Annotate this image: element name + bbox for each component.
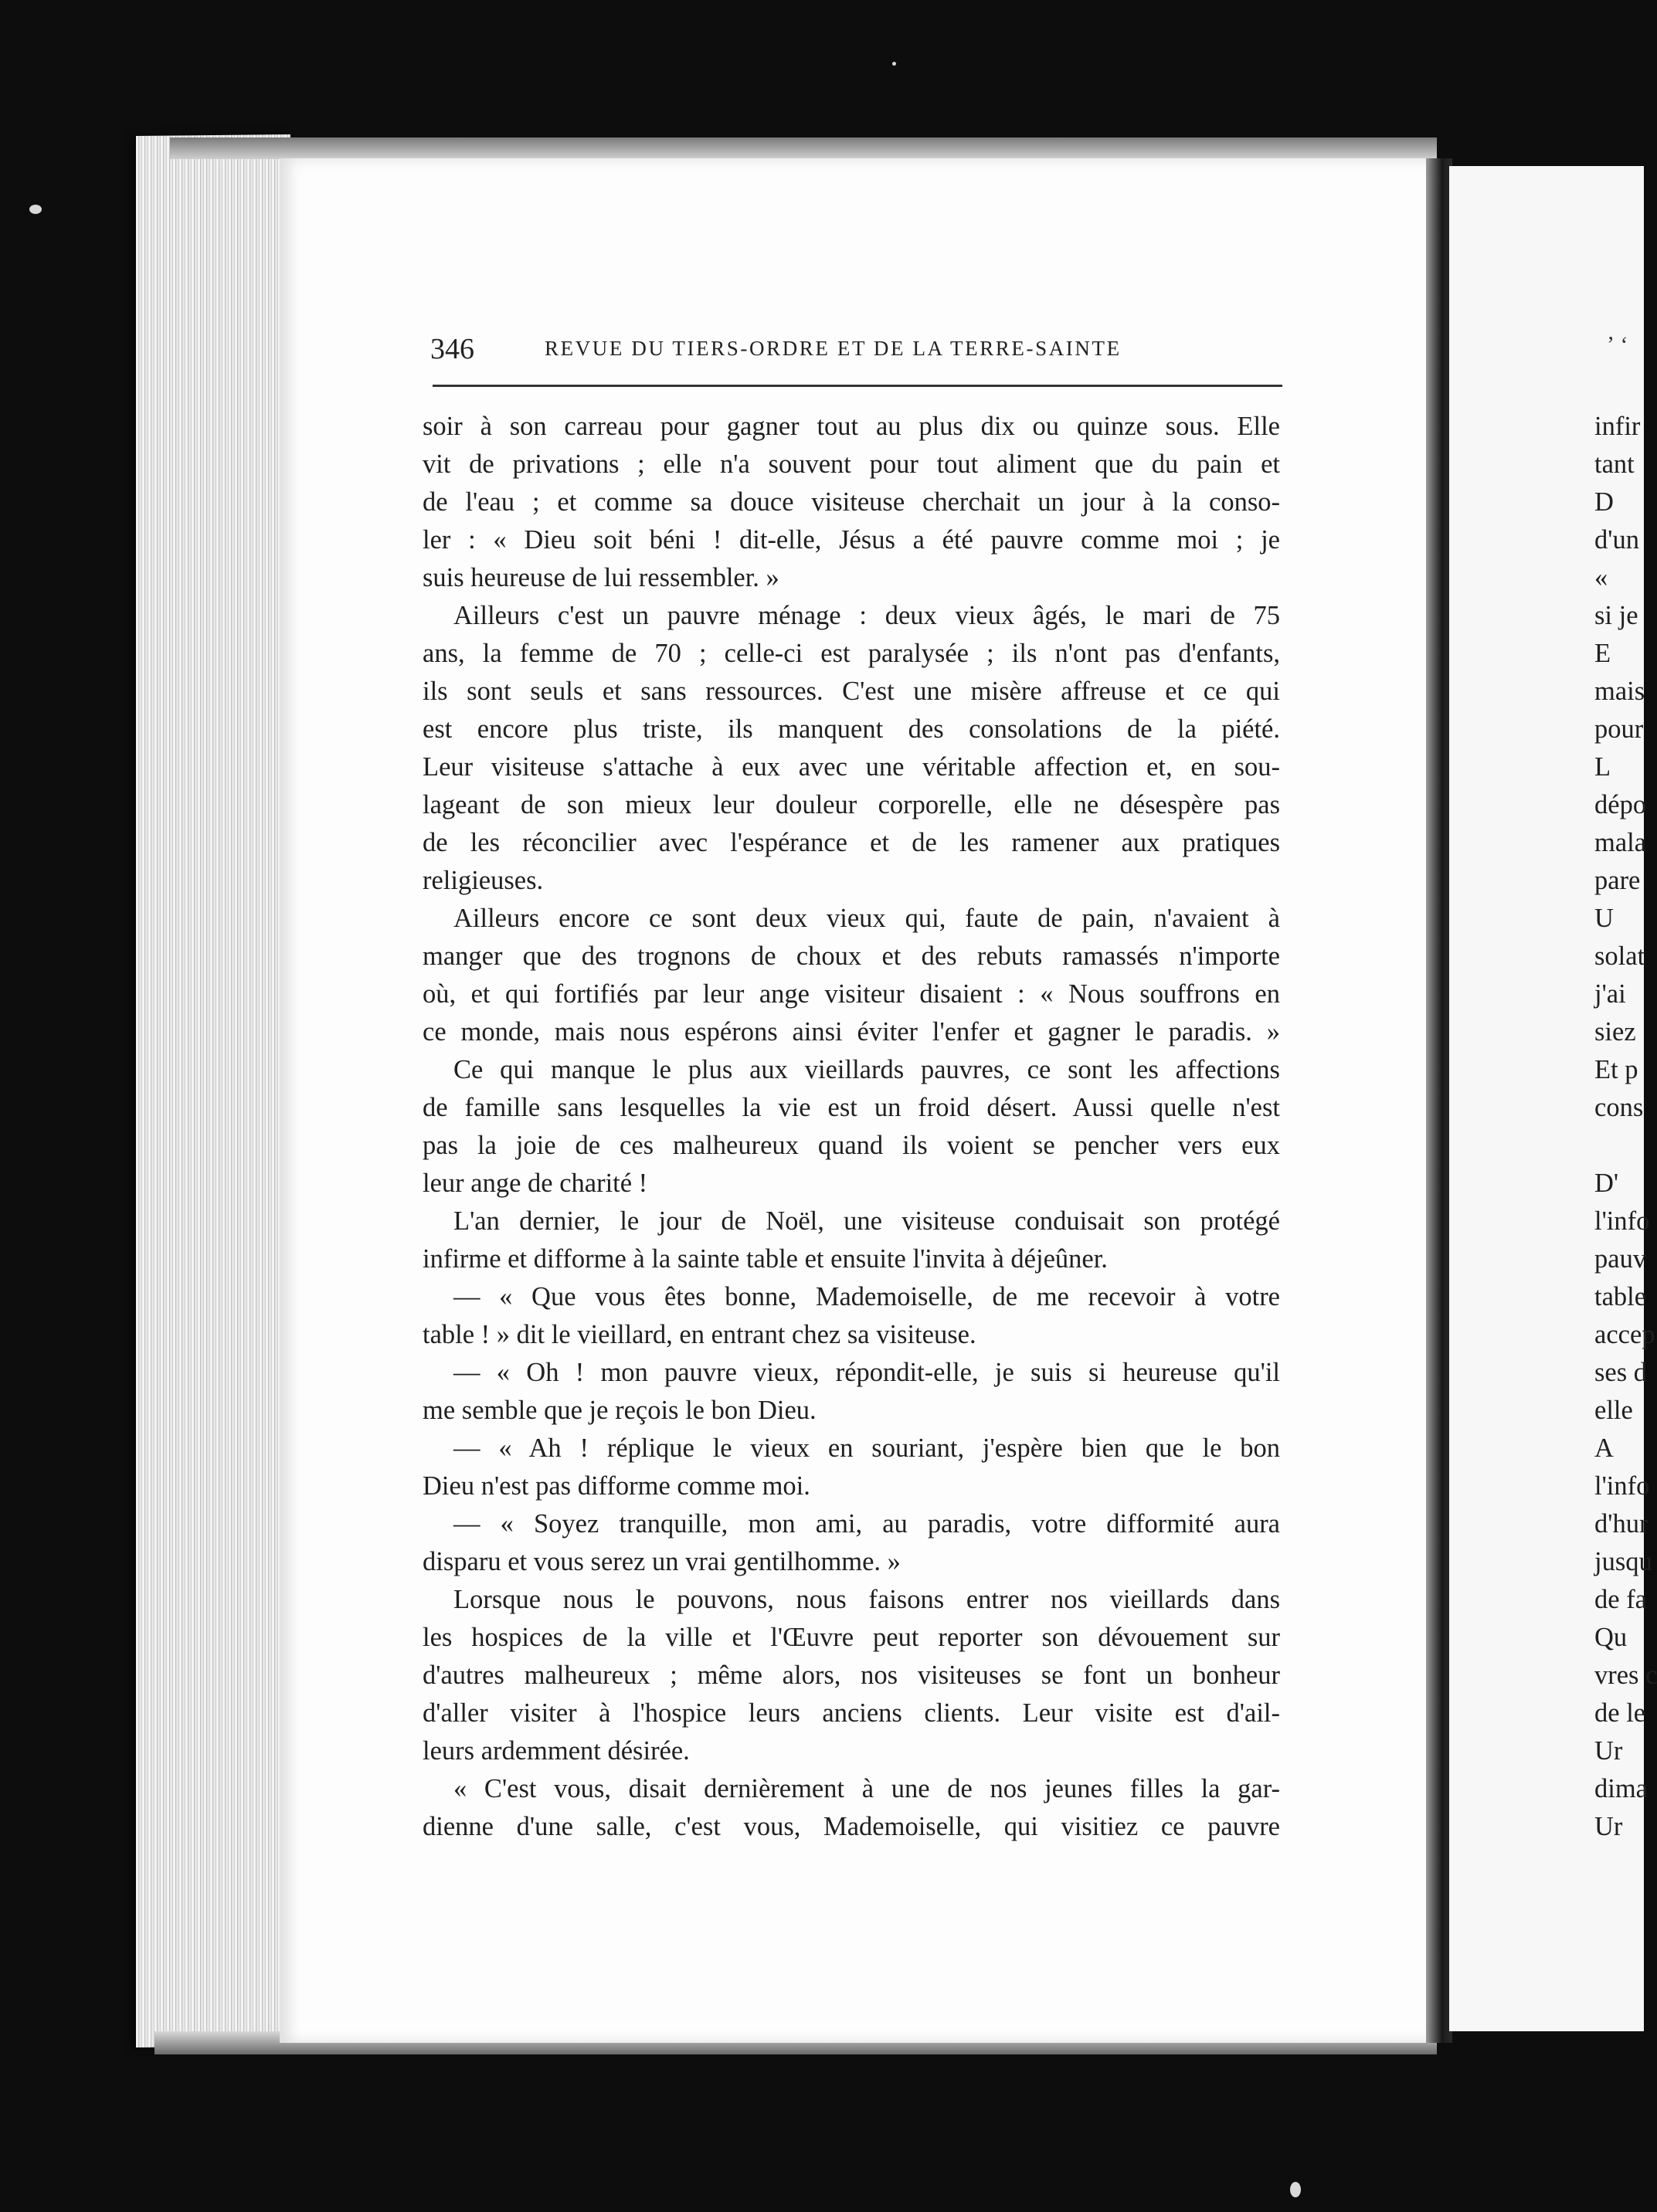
right-page-line-fragment: Et p — [1594, 1055, 1638, 1084]
text-line: d'aller visiter à l'hospice leurs anciens clients. Leur visite est d'ail- — [423, 1698, 1280, 1728]
text-line: « C'est vous, disait dernièrement à une de nos jeunes filles la gar- — [453, 1774, 1280, 1803]
text-line: leurs ardemment désirée. — [423, 1736, 690, 1766]
text-line: manger que des trognons de choux et des rebuts ramassés n'importe — [423, 941, 1280, 971]
right-page-line-fragment: l'info — [1594, 1206, 1650, 1236]
right-page-line-fragment: « — [1594, 563, 1608, 592]
text-line: est encore plus triste, ils manquent des consolations de la piété. — [423, 714, 1280, 744]
right-page-line-fragment: E — [1594, 639, 1611, 668]
right-page-line-fragment: siez — [1594, 1017, 1636, 1047]
text-line: L'an dernier, le jour de Noël, une visiteuse conduisait son protégé — [453, 1206, 1280, 1236]
right-page-line-fragment: de fa — [1594, 1585, 1647, 1614]
right-page-text — [1594, 408, 1657, 1846]
text-line: vit de privations ; elle n'a souvent pour tout aliment que du pain et — [423, 450, 1280, 479]
text-line: d'autres malheureux ; même alors, nos visiteuses se font un bonheur — [423, 1661, 1280, 1690]
text-line: infirme et difforme à la sainte table et ensuite l'invita à déjeûner. — [423, 1244, 1108, 1274]
right-page-line-fragment: Qu — [1594, 1623, 1628, 1652]
right-page-line-fragment: si je — [1594, 601, 1638, 630]
text-line: — « Ah ! réplique le vieux en souriant, j'espère bien que le bon — [453, 1433, 1280, 1463]
text-line: soir à son carreau pour gagner tout au plus dix ou quinze sous. Elle — [423, 412, 1280, 441]
text-line: de l'eau ; et comme sa douce visiteuse cherchait un jour à la conso- — [423, 487, 1280, 517]
text-line: lageant de son mieux leur douleur corporelle, elle ne désespère pas — [423, 790, 1280, 819]
text-line: disparu et vous serez un vrai gentilhomme. » — [423, 1547, 901, 1576]
right-page-line-fragment: pour — [1594, 714, 1644, 744]
text-line: ils sont seuls et sans ressources. C'est une misère affreuse et ce qui — [423, 677, 1280, 706]
right-page-line-fragment: infir — [1594, 412, 1641, 441]
text-line: — « Oh ! mon pauvre vieux, répondit-elle, je suis si heureuse qu'il — [453, 1358, 1280, 1387]
right-page-line-fragment: Ur — [1594, 1736, 1623, 1766]
text-line: ce monde, mais nous espérons ainsi éviter l'enfer et gagner le paradis. » — [423, 1017, 1280, 1047]
book-gutter — [1426, 158, 1452, 2043]
right-page-line-fragment: A — [1594, 1433, 1614, 1463]
right-page-line-fragment: l'info — [1594, 1471, 1650, 1501]
dust-speck — [892, 62, 896, 66]
right-page-line-fragment: tant — [1594, 450, 1635, 479]
right-page-line-fragment: D — [1594, 487, 1614, 517]
text-line: Dieu n'est pas difforme comme moi. — [423, 1471, 810, 1501]
text-line: les hospices de la ville et l'Œuvre peut reporter son dévouement sur — [423, 1623, 1280, 1652]
page-edges — [136, 134, 290, 2047]
right-page-line-fragment: solat — [1594, 941, 1645, 971]
right-page-line-fragment: mala — [1594, 828, 1647, 857]
text-line: Ce qui manque le plus aux vieillards pauvres, ce sont les affections — [453, 1055, 1280, 1084]
right-page-line-fragment: j'ai — [1594, 979, 1626, 1009]
right-page-line-fragment: vres c — [1594, 1661, 1657, 1690]
right-page-header-fragment: ʼ ʻ — [1607, 332, 1628, 358]
text-line: religieuses. — [423, 866, 544, 895]
right-page-line-fragment: cons — [1594, 1093, 1644, 1122]
text-line: dienne d'une salle, c'est vous, Mademoiselle, qui visitiez ce pauvre — [423, 1812, 1280, 1841]
right-page-line-fragment: L — [1594, 752, 1611, 782]
text-line: Leur visiteuse s'attache à eux avec une véritable affection et, en sou- — [423, 752, 1280, 782]
page-edges-top — [170, 137, 1437, 159]
right-page-line-fragment: pare — [1594, 866, 1641, 895]
text-line: où, et qui fortifiés par leur ange visiteur disaient : « Nous souffrons en — [423, 979, 1280, 1009]
header-rule — [433, 385, 1282, 387]
right-page-line-fragment: elle — [1594, 1396, 1633, 1425]
text-line: Ailleurs c'est un pauvre ménage : deux vieux âgés, le mari de 75 — [453, 601, 1280, 630]
text-line: suis heureuse de lui ressembler. » — [423, 563, 779, 592]
right-page-line-fragment: Ur — [1594, 1812, 1623, 1841]
page-number: 346 — [430, 333, 474, 365]
page-header — [430, 332, 1280, 371]
text-line: — « Que vous êtes bonne, Mademoiselle, de me recevoir à votre — [453, 1282, 1280, 1311]
dust-speck — [1290, 2182, 1301, 2197]
right-page-line-fragment: dima — [1594, 1774, 1648, 1803]
text-line: ans, la femme de 70 ; celle-ci est paralysée ; ils n'ont pas d'enfants, — [423, 639, 1280, 668]
right-page-line-fragment: U — [1594, 904, 1614, 933]
text-line: Lorsque nous le pouvons, nous faisons entrer nos vieillards dans — [453, 1585, 1280, 1614]
right-page-line-fragment: d'hur — [1594, 1509, 1649, 1539]
text-line: de famille sans lesquelles la vie est un froid désert. Aussi quelle n'est — [423, 1093, 1280, 1122]
right-page-line-fragment: mais — [1594, 677, 1645, 706]
text-line: pas la joie de ces malheureux quand ils voient se pencher vers eux — [423, 1131, 1280, 1160]
dust-speck — [29, 205, 42, 214]
right-page-line-fragment: table — [1594, 1282, 1647, 1311]
text-line: leur ange de charité ! — [423, 1169, 648, 1198]
right-page-line-fragment: pauv — [1594, 1244, 1647, 1274]
right-page-line-fragment: dépo — [1594, 790, 1647, 819]
text-line: ler : « Dieu soit béni ! dit-elle, Jésus a été pauvre comme moi ; je — [423, 525, 1280, 555]
text-line: de les réconcilier avec l'espérance et de les ramener aux pratiques — [423, 828, 1280, 857]
right-page-line-fragment: d'un — [1594, 525, 1639, 555]
running-head: REVUE DU TIERS-ORDRE ET DE LA TERRE-SAINTE — [545, 337, 1122, 360]
text-line: Ailleurs encore ce sont deux vieux qui, faute de pain, n'avaient à — [453, 904, 1280, 933]
right-page-line-fragment: ses d — [1594, 1358, 1648, 1387]
right-page-line-fragment: jusqu — [1594, 1547, 1652, 1576]
text-line: me semble que je reçois le bon Dieu. — [423, 1396, 817, 1425]
body-text — [423, 408, 1280, 1846]
right-page-line-fragment: de le — [1594, 1698, 1646, 1728]
text-line: — « Soyez tranquille, mon ami, au paradis, votre difformité aura — [453, 1509, 1280, 1539]
right-page-line-fragment — [1594, 1127, 1644, 1165]
right-page-line-fragment: D' — [1594, 1169, 1619, 1198]
right-page-line-fragment: accep — [1594, 1320, 1655, 1349]
text-line: table ! » dit le vieillard, en entrant chez sa visiteuse. — [423, 1320, 976, 1349]
